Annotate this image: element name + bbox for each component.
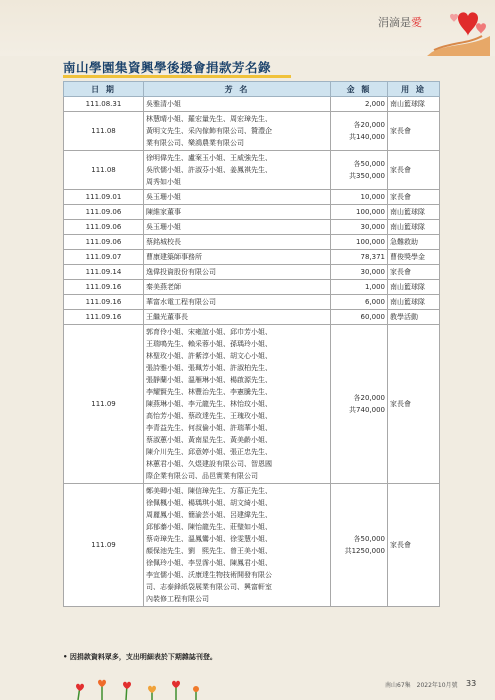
cell-date: 111.09.16 bbox=[64, 310, 144, 325]
table-row bbox=[64, 151, 440, 190]
cell-donor-names: 曹康建築師事務所 bbox=[144, 250, 331, 265]
cell-purpose: 南山籃球隊 bbox=[388, 220, 440, 235]
table-row bbox=[64, 112, 440, 151]
table-row bbox=[64, 484, 440, 607]
cell-purpose: 教學活動 bbox=[388, 310, 440, 325]
cell-purpose: 急難救助 bbox=[388, 235, 440, 250]
cell-donor-names: 秦美燕老師 bbox=[144, 280, 331, 295]
cell-date: 111.09.07 bbox=[64, 250, 144, 265]
cell-amount: 2,000 bbox=[331, 97, 388, 112]
footer-magazine-issue: 南山67集 2022年10月號 bbox=[385, 682, 458, 689]
magazine-header-title bbox=[378, 14, 422, 30]
cell-donor-names: 逸偉投資股份有限公司 bbox=[144, 265, 331, 280]
cell-amount: 100,000 bbox=[331, 205, 388, 220]
header-title-highlight: 愛 bbox=[411, 16, 422, 29]
cell-amount: 30,000 bbox=[331, 220, 388, 235]
table-row bbox=[64, 280, 440, 295]
page-title: 南山學園集資興學後援會捐款芳名錄 bbox=[63, 60, 272, 75]
cell-amount: 60,000 bbox=[331, 310, 388, 325]
cell-donor-names: 徐明偉先生、盧案玉小姐、王威強先生、 吳欣儒小姐、許淑芬小姐、姜鳳祺先生、 周秀如小姐 bbox=[144, 151, 331, 190]
table-row bbox=[64, 97, 440, 112]
cell-purpose: 家長會 bbox=[388, 265, 440, 280]
cell-amount: 10,000 bbox=[331, 190, 388, 205]
header-name: 芳 名 bbox=[144, 82, 331, 97]
cell-amount: 6,000 bbox=[331, 295, 388, 310]
table-row bbox=[64, 220, 440, 235]
cell-purpose: 家長會 bbox=[388, 112, 440, 151]
title-underline bbox=[63, 75, 291, 78]
cell-amount: 各50,000 共1250,000 bbox=[331, 484, 388, 607]
cell-purpose: 家長會 bbox=[388, 484, 440, 607]
cell-date: 111.09 bbox=[64, 325, 144, 484]
cell-date: 111.09.01 bbox=[64, 190, 144, 205]
cell-date: 111.09.06 bbox=[64, 235, 144, 250]
cell-donor-names: 王繼光董事長 bbox=[144, 310, 331, 325]
header-date: 日 期 bbox=[64, 82, 144, 97]
cell-amount: 100,000 bbox=[331, 235, 388, 250]
cell-date: 111.09.06 bbox=[64, 220, 144, 235]
table-row bbox=[64, 265, 440, 280]
table-row bbox=[64, 205, 440, 220]
cell-amount: 各50,000 共350,000 bbox=[331, 151, 388, 190]
table-row bbox=[64, 325, 440, 484]
cell-donor-names: 蔡銘城校長 bbox=[144, 235, 331, 250]
cell-donor-names: 陳維家董事 bbox=[144, 205, 331, 220]
table-body bbox=[64, 97, 440, 607]
cell-purpose: 南山籃球隊 bbox=[388, 97, 440, 112]
cell-donor-names: 郭育伶小姐、宋雍誼小姐、邱巾芳小姐、 王瑞鳴先生、賴采蓉小姐、孫瑀玲小姐、 林聖玫小姐、許紫淳小姐、胡文心小姐、 張詩雅小姐、張珮芳小姐、許淑柏先生、 張靜蘭小姐、溫雁琳小姐、楊啟源先生、 李耀賢先生、林豐治先生、李憲騰先生、 陳燕琳小姐、李元龍先生、林怡玟小姐、 高怡芳小姐、蔡政達先生、王瑰玫小姐、 李青益先生、何叔倫小姐、許瑞華小姐、 蔡淑蕙小姐、黃南星先生、黃美齡小姐、 陳介川先生、邱意婷小姐、張正忠先生、 林蕙君小姐、久煜建設有限公司、智恩國 際企業有限公司、品邑實業有限公司 bbox=[144, 325, 331, 484]
cell-date: 111.09.16 bbox=[64, 280, 144, 295]
cell-date: 111.09.06 bbox=[64, 205, 144, 220]
cell-date: 111.09.16 bbox=[64, 295, 144, 310]
cell-donor-names: 華富水電工程有限公司 bbox=[144, 295, 331, 310]
cell-purpose: 南山籃球隊 bbox=[388, 295, 440, 310]
header-title-main: 涓滴是 bbox=[378, 16, 411, 29]
table-row bbox=[64, 295, 440, 310]
cell-purpose: 家長會 bbox=[388, 190, 440, 205]
cell-donor-names: 吳玉珊小姐 bbox=[144, 190, 331, 205]
cell-purpose: 南山籃球隊 bbox=[388, 280, 440, 295]
cell-donor-names: 吳玉珊小姐 bbox=[144, 220, 331, 235]
cell-date: 111.08.31 bbox=[64, 97, 144, 112]
donation-table bbox=[63, 81, 440, 607]
cell-date: 111.09.14 bbox=[64, 265, 144, 280]
table-row bbox=[64, 190, 440, 205]
cell-purpose: 曹俊獎學金 bbox=[388, 250, 440, 265]
cell-amount: 各20,000 共140,000 bbox=[331, 112, 388, 151]
cell-donor-names: 林慧晴小姐、羅宏量先生、周宏璋先生、 黃明文先生、采內傢飾有限公司、贊澧企 業有限公司、樂鴻農業有限公司 bbox=[144, 112, 331, 151]
cell-amount: 1,000 bbox=[331, 280, 388, 295]
table-header-row bbox=[64, 82, 440, 97]
cell-purpose: 家長會 bbox=[388, 151, 440, 190]
cell-purpose: 家長會 bbox=[388, 325, 440, 484]
cell-date: 111.08 bbox=[64, 112, 144, 151]
cell-date: 111.09 bbox=[64, 484, 144, 607]
table-row bbox=[64, 250, 440, 265]
flowers-decoration-icon bbox=[72, 672, 202, 700]
header-amount: 金 額 bbox=[331, 82, 388, 97]
footnote: • 因捐款資料眾多，支出明細表於下期雜誌刊登。 bbox=[63, 653, 217, 661]
table-row bbox=[64, 235, 440, 250]
page-number: 33 bbox=[466, 679, 477, 688]
cell-amount: 各20,000 共740,000 bbox=[331, 325, 388, 484]
cell-date: 111.08 bbox=[64, 151, 144, 190]
cell-amount: 78,371 bbox=[331, 250, 388, 265]
header-purpose: 用 途 bbox=[388, 82, 440, 97]
cell-donor-names: 鄭美卿小姐、陳信璋先生、方慕正先生、 徐佩楓小姐、楊瑀琪小姐、胡文綺小姐、 周麗鳳小姐、簡渝芸小姐、呂建緯先生、 邱郁蓁小姐、陳怡龍先生、莊璧如小姐、 蔡奇璋先生、溫鳳鸞小姐、徐雯慧小姐、 顏保池先生、劉 熙先生、曾王美小姐、 徐佩玲小姐、李昱霈小姐、陳鳳君小姐、 李宜儒小姐、沃康達生物技術開發有限公 司、志泰鋒紙袋展業有限公司、興富軒室 內裝修工程有限公司 bbox=[144, 484, 331, 607]
cell-donor-names: 吳雅清小姐 bbox=[144, 97, 331, 112]
cell-amount: 30,000 bbox=[331, 265, 388, 280]
cell-purpose: 南山籃球隊 bbox=[388, 205, 440, 220]
table-row bbox=[64, 310, 440, 325]
